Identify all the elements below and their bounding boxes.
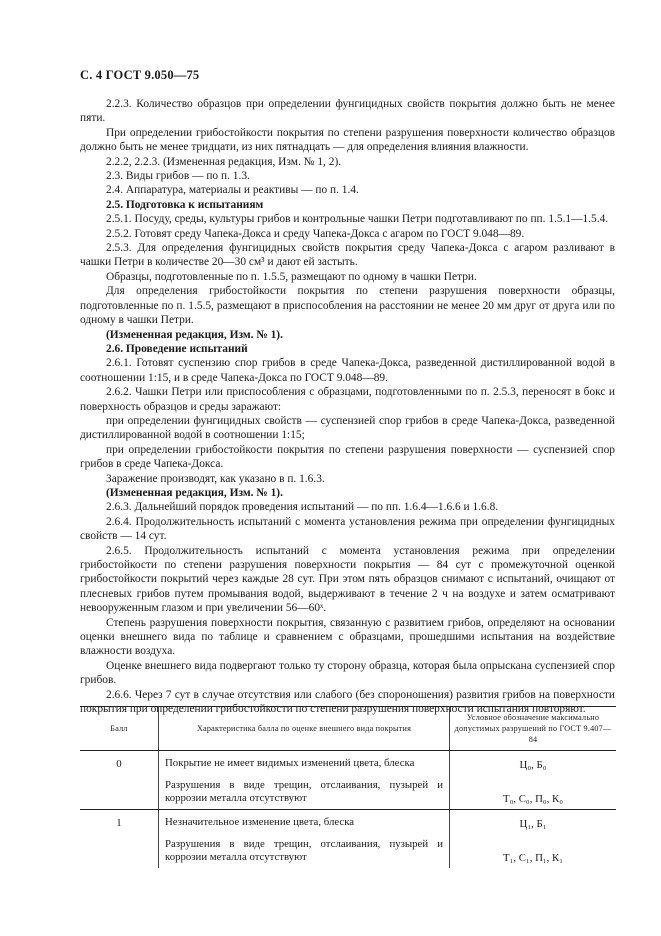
table-row — [80, 810, 616, 869]
paragraph: Для определения грибостойкости покрытия по степени разрушения поверхности образцы, подготовленные по п. 1.5.5, размещают в приспособления на расстоянии не менее 20 мм друг от друга или по одному в чашки Петри. — [80, 285, 615, 327]
paragraph: Оценке внешнего вида подвергают только ту сторону образца, которая была опрыскана суспензией спор грибов. — [80, 659, 615, 687]
designation-code: Ц₁, Б₁ — [519, 818, 547, 830]
paragraph: 2.2.3. Количество образцов при определении фунгицидных свойств покрытия должно быть не менее пяти. — [80, 98, 615, 125]
characteristic-line: Незначительное изменение цвета, блеска — [165, 816, 355, 828]
designation-code: Т₀, С₀, П₀, К₀ — [502, 793, 564, 805]
rating-table — [80, 706, 616, 868]
paragraph: Заражение производят, как указано в п. 1.6.3. — [106, 472, 325, 485]
table-row — [80, 751, 616, 810]
paragraph: 2.5.3. Для определения фунгицидных свойств покрытия среду Чапека-Докса с агаром разливают в чашки Петри в количестве 20—30 см³ и дают ей застыть. — [80, 242, 615, 269]
designation-code: Т₁, С₁, П₁, К₁ — [502, 852, 564, 864]
paragraph: (Измененная редакция, Изм. № 1). — [106, 328, 283, 341]
paragraph: при определении грибостойкости покрытия по степени разрушения поверхности — суспензией спор грибов в среде Чапека-Докса. — [80, 443, 615, 471]
designation-code: Ц₀, Б₀ — [519, 759, 547, 771]
characteristic-line: Разрушения в виде трещин, отслаивания, пузырей и коррозии металла отсутствуют — [165, 838, 443, 863]
ball-value: 0 — [116, 758, 122, 770]
paragraph: 2.4. Аппаратура, материалы и реактивы — по п. 1.4. — [106, 184, 359, 197]
paragraph: Степень разрушения поверхности покрытия, связанную с развитием грибов, определяют на основании оценки внешнего вида по таблице и сравнением с образцами, прошедшими испытания на воздействие влажности воздуха. — [80, 616, 615, 658]
paragraph: при определении фунгицидных свойств — суспензией спор грибов в среде Чапека-Докса, разведенной дистиллированной водой в соотношении 1:15; — [80, 414, 615, 442]
table-header-designation: Условное обозначение максимально допустимых разрушений по ГОСТ 9.407—84 — [450, 707, 617, 751]
paragraph: 2.6.5. Продолжительность испытаний с момента установления режима при определении грибостойкости по степени разрушения поверхности покрытия — 84 сут с промежуточной оценкой грибостойкости покрытий через каждые 28 сут. При этом пять образцов снимают с испытаний, очищают от плесневых грибов путем промывания водой, выдерживают в течение 2 ч на воздухе и затем осматривают невооруженным глазом и при увеличении 56—60ˣ. — [80, 544, 615, 615]
paragraph: 2.5.2. Готовят среду Чапека-Докса и среду Чапека-Докса с агаром по ГОСТ 9.048—89. — [106, 227, 525, 240]
paragraph: 2.5. Подготовка к испытаниям — [106, 198, 264, 211]
paragraph: 2.6.6. Через 7 сут в случае отсутствия или слабого (без спороношения) развития грибов на поверхности покрытия при определении грибостойкости по степени разрушения поверхности испытания повторяют. — [80, 688, 615, 716]
paragraph: 2.5.1. Посуду, среды, культуры грибов и контрольные чашки Петри подготавливают по пп. 1.5.1—1.5.4. — [106, 213, 609, 226]
page-header: С. 4 ГОСТ 9.050—75 — [80, 68, 200, 82]
paragraph: При определении грибостойкости покрытия по степени разрушения поверхности количество образцов должно быть не менее тридцати, из них пятнадцать — для определения влияния влажности. — [80, 126, 615, 154]
ball-value: 1 — [116, 817, 122, 829]
paragraph: (Измененная редакция, Изм. № 1). — [106, 486, 283, 499]
paragraph: Образцы, подготовленные по п. 1.5.5, размещают по одному в чашки Петри. — [106, 270, 477, 283]
paragraph: 2.6.4. Продолжительность испытаний с момента установления режима при определении фунгицидных свойств — 14 сут. — [80, 515, 615, 543]
characteristic-line: Разрушения в виде трещин, отслаивания, пузырей и коррозии металла отсутствуют — [165, 779, 443, 804]
paragraph: 2.3. Виды грибов — по п. 1.3. — [106, 170, 250, 183]
paragraph: 2.2.2, 2.2.3. (Измененная редакция, Изм. № 1, 2). — [106, 155, 342, 168]
paragraph: 2.6.2. Чашки Петри или приспособления с образцами, подготовленными по п. 2.5.3, переносят в бокс и поверхность образцов и среды заражают: — [80, 386, 615, 413]
paragraph: 2.6.3. Дальнейший порядок проведения испытаний — по пп. 1.6.4—1.6.6 и 1.6.8. — [106, 501, 499, 514]
paragraph: 2.6.1. Готовят суспензию спор грибов в среде Чапека-Докса, разведенной дистиллированной водой в соотношении 1:15, и в среде Чапека-Докса по ГОСТ 9.048—89. — [80, 357, 615, 384]
document-body — [80, 97, 615, 716]
characteristic-line: Покрытие не имеет видимых изменений цвета, блеска — [165, 757, 415, 769]
paragraph: 2.6. Проведение испытаний — [106, 342, 248, 355]
table-header-ball: Балл — [80, 707, 159, 751]
table-header-characteristic: Характеристика балла по оценке внешнего вида покрытия — [159, 707, 450, 751]
